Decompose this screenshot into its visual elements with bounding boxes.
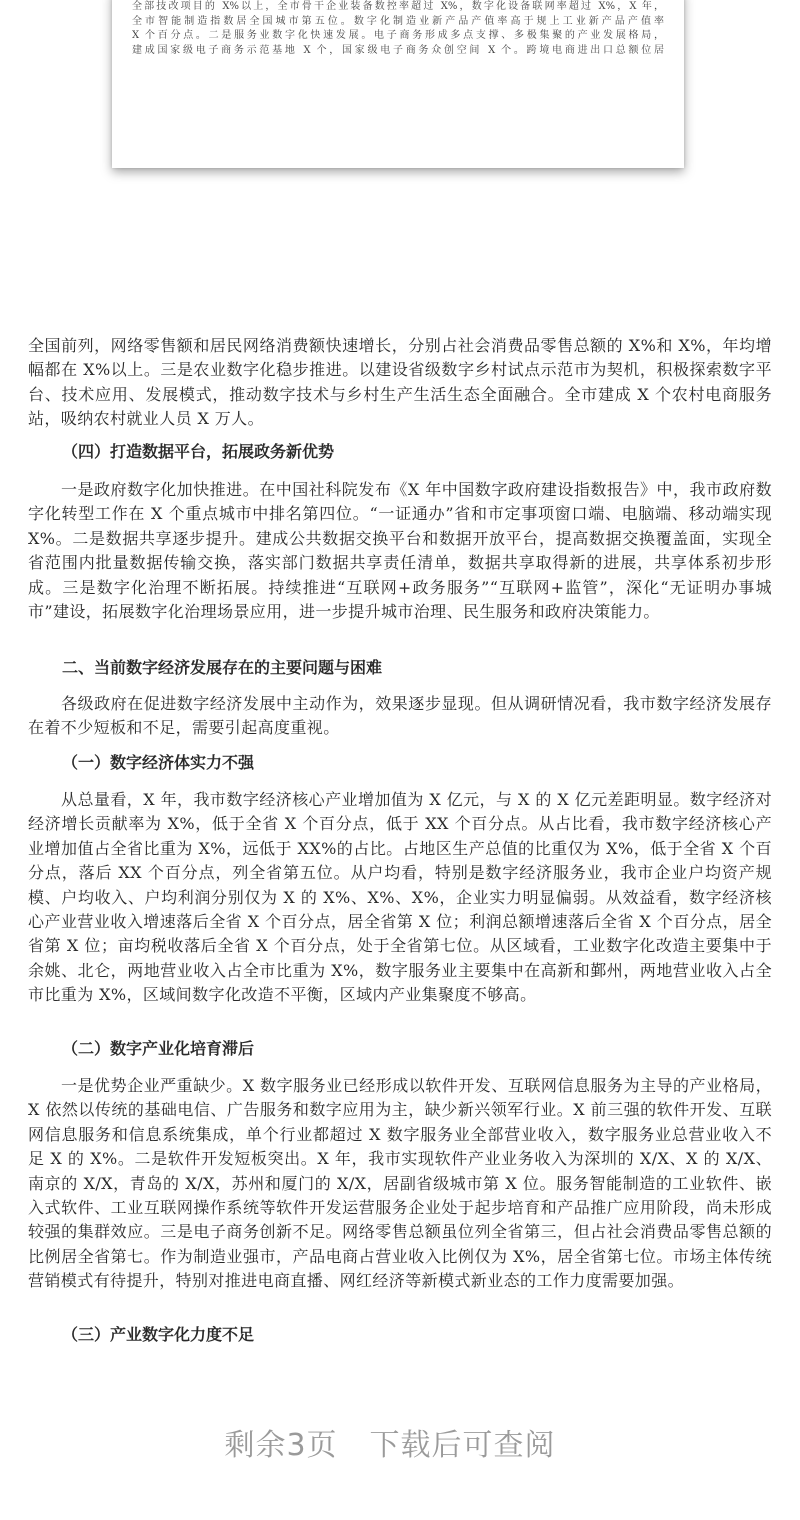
paragraph-strength: 从总量看，X 年，我市数字经济核心产业增加值为 X 亿元，与 X 的 X 亿元差距明显。数字经济对经济增长贡献率为 X%，低于全省 X 个百分点，低于 XX 个百分点。从占比看，我市数字经济核心产业增加值占全省比重为 X%，远低于 XX%的占比。占地区生产总值的比重仅为 X%，低于全省 X 个百分点，落后 XX 个百分点，列全省第五位。从户均看，特别是数字经济服务业，我市企业户均资产规模、户均收入、户均利润分别仅为 X 的 X%、X%、X%，企业实力明显偏弱。从效益看，数字经济核心产业营业收入增速落后全省 X 个百分点，居全省第 X 位；利润总额增速落后全省 X 个百分点，居全省第 X 位；亩均税收落后全省 X 个百分点，处于全省第七位。从区域看，工业数字化改造主要集中于余姚、北仑，两地营业收入占全市比重为 X%，数字服务业主要集中在高新和鄞州，两地营业收入占全市比重为 X%，区域间数字化改造不平衡，区域内产业集聚度不够高。 <box>28 790 772 1005</box>
download-to-read-label[interactable]: 下载后可查阅 <box>369 1428 556 1463</box>
paragraph-gov-digital: 一是政府数字化加快推进。在中国社科院发布《X 年中国数字政府建设指数报告》中，我市政府数字化转型工作在 X 个重点城市中排名第四位。“一证通办”省和市定事项窗口端、电脑端、移动端实现 X%。二是数据共享逐步提升。建成公共数据交换平台和数据开放平台，提高数据交换覆盖面，实现全省范围内批量数据传输交换，落实部门数据共享责任清单，数据共享取得新的进展，共享体系初步形成。三是数字化治理不断拓展。持续推进“互联网+政务服务”“互联网+监管”，深化“无证明办事城市”建设，拓展数字化治理场景应用，进一步提升城市治理、民生服务和政府决策能力。 <box>28 480 772 622</box>
remaining-pages-label: 剩余3页 <box>224 1428 338 1463</box>
heading-subsection-1: （一）数字经济体实力不强 <box>62 753 255 772</box>
preview-text <box>132 0 664 58</box>
preview-line: X 个百分点。二是服务业数字化快速发展。电子商务形成多点支撑、多极集聚的产业发展格局， <box>132 30 664 41</box>
download-prompt[interactable] <box>0 1420 780 1464</box>
preview-line: 全部技改项目的 X%以上，全市骨干企业装备数控率超过 X%，数字化设备联网率超过 X%，X 年， <box>132 1 664 12</box>
heading-section-4: （四）打造数据平台，拓展政务新优势 <box>62 442 335 461</box>
heading-subsection-2: （二）数字产业化培育滞后 <box>62 1039 255 1058</box>
paragraph-industrialization: 一是优势企业严重缺少。X 数字服务业已经形成以软件开发、互联网信息服务为主导的产业格局，X 依然以传统的基础电信、广告服务和数字应用为主，缺少新兴领军行业。X 前三强的软件开发、互联网信息服务和信息系统集成，单个行业都超过 X 数字服务业全部营业收入，数字服务业总营业收入不足 X 的 X%。二是软件开发短板突出。X 年，我市实现软件产业业务收入为深圳的 X/X、X 的 X/X、南京的 X/X，青岛的 X/X，苏州和厦门的 X/X，居副省级城市第 X 位。服务智能制造的工业软件、嵌入式软件、工业互联网操作系统等软件开发运营服务企业处于起步培育和产品推广应用阶段，尚未形成较强的集群效应。三是电子商务创新不足。网络零售总额虽位列全省第三，但占社会消费品零售总额的比例居全省第七。作为制造业强市，产品电商占营业收入比例仅为 X%，居全省第七位。市场主体传统营销模式有待提升，特别对推进电商直播、网红经济等新模式新业态的工作力度需要加强。 <box>28 1076 772 1291</box>
preview-line: 全市智能制造指数居全国城市第五位。数字化制造业新产品产值率高于规上工业新产品产值率 <box>132 15 664 27</box>
paragraph-continued: 全国前列，网络零售额和居民网络消费额快速增长，分别占社会消费品零售总额的 X%和 X%，年均增幅都在 X%以上。三是农业数字化稳步推进。以建设省级数字乡村试点示范市为契机，积极探索数字平台、技术应用、发展模式，推动数字技术与乡村生产生活生态全面融合。全市建成 X 个农村电商服务站，吸纳农村就业人员 X 万人。 <box>28 336 772 429</box>
paragraph-intro-problems: 各级政府在促进数字经济发展中主动作为，效果逐步显现。但从调研情况看，我市数字经济发展存在着不少短板和不足，需要引起高度重视。 <box>28 694 772 738</box>
heading-subsection-3: （三）产业数字化力度不足 <box>62 1325 255 1344</box>
document-page-preview <box>112 0 684 168</box>
preview-line: 建成国家级电子商务示范基地 X 个，国家级电子商务众创空间 X 个。跨境电商进出口总额位居 <box>132 44 664 56</box>
heading-problems: 二、当前数字经济发展存在的主要问题与困难 <box>62 658 383 677</box>
